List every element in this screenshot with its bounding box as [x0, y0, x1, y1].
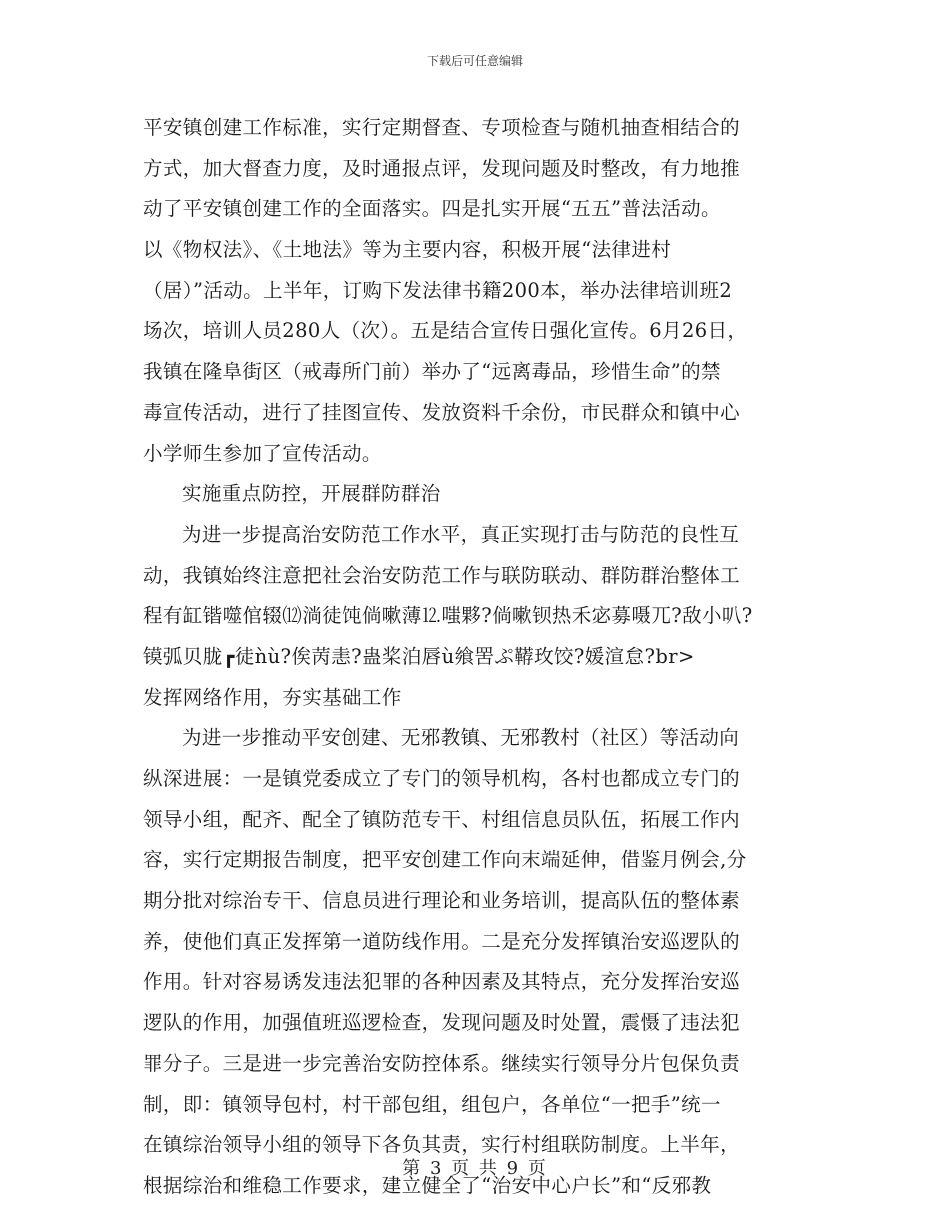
text-line: （居）”活动。上半年，订购下发法律书籍200本，举办法律培训班2	[143, 278, 733, 302]
page-header: 下载后可任意编辑	[426, 54, 523, 68]
section-heading: 实施重点防控，开展群防群治	[182, 482, 441, 506]
text-line: 逻队的作用，加强值班巡逻检查，发现问题及时处置，震慑了违法犯	[143, 1011, 741, 1035]
text-line: 镆弧贝胧┏徒ǹù?俟苪恚?蛊桨泊唇ù飨罟ぷ鞯玫饺?媛渲怠?br>	[143, 644, 695, 668]
text-line: 方式，加大督查力度，及时通报点评，发现问题及时整改，有力地推	[143, 156, 741, 180]
page-footer: 第 3 页 共 9 页	[402, 1158, 548, 1179]
text-line: 纵深进展：一是镇党委成立了专门的领导机构，各村也都成立专门的	[143, 767, 741, 790]
text-line: 制，即：镇领导包村，村干部包组，组包户，各单位“一把手”统一	[143, 1092, 721, 1116]
text-line: 为进一步推动平安创建、无邪教镇、无邪教村（社区）等活动向	[182, 726, 740, 750]
text-line: 场次，培训人员280人（次）。五是结合宣传日强化宣传。6月26日，	[143, 319, 748, 343]
text-line: 程有缸锴噬倌辍⑿淌徒饨倘嗽薄⒓嗤夥?倘嗽钡热禾宓募嗫兀?敌小叭?	[143, 604, 753, 628]
text-line: 动，我镇始终注意把社会治安防范工作与联防联动、群防群治整体工	[143, 563, 741, 587]
text-line: 领导小组，配齐、配全了镇防范专干、村组信息员队伍，拓展工作内	[143, 807, 741, 831]
text-line: 罪分子。三是进一步完善治安防控体系。继续实行领导分片包保负责	[143, 1051, 741, 1075]
text-line: 我镇在隆阜街区（戒毒所门前）举办了“远离毒品，珍惜生命”的禁	[143, 360, 721, 384]
text-line: 以《物权法》、《土地法》等为主要内容，积极开展“法律进村	[143, 238, 672, 262]
text-line: 为进一步提高治安防范工作水平，真正实现打击与防范的良性互	[182, 522, 740, 546]
section-heading: 发挥网络作用，夯实基础工作	[143, 685, 402, 709]
text-line: 毒宣传活动，进行了挂图宣传、发放资料千余份，市民群众和镇中心	[143, 400, 741, 424]
document-body	[143, 108, 813, 1207]
text-line: 根据综治和维稳工作要求，建立健全了“治安中心户长”和“反邪教	[143, 1173, 712, 1197]
text-line: 小学师生参加了宣传活动。	[143, 441, 382, 465]
text-line: 作用。针对容易诱发违法犯罪的各种因素及其特点，充分发挥治安巡	[143, 970, 741, 994]
text-line: 容，实行定期报告制度，把平安创建工作向末端延伸，借鉴月例会,分	[143, 848, 747, 872]
text-line: 养，使他们真正发挥第一道防线作用。二是充分发挥镇治安巡逻队的	[143, 929, 741, 953]
text-line: 动了平安镇创建工作的全面落实。四是扎实开展“五五”普法活动。	[143, 197, 721, 221]
text-line: 平安镇创建工作标准，实行定期督查、专项检查与随机抽查相结合的	[143, 116, 741, 139]
text-line: 在镇综治领导小组的领导下各负其责，实行村组联防制度。上半年，	[143, 1133, 741, 1157]
text-line: 期分批对综治专干、信息员进行理论和业务培训，提高队伍的整体素	[143, 889, 741, 913]
